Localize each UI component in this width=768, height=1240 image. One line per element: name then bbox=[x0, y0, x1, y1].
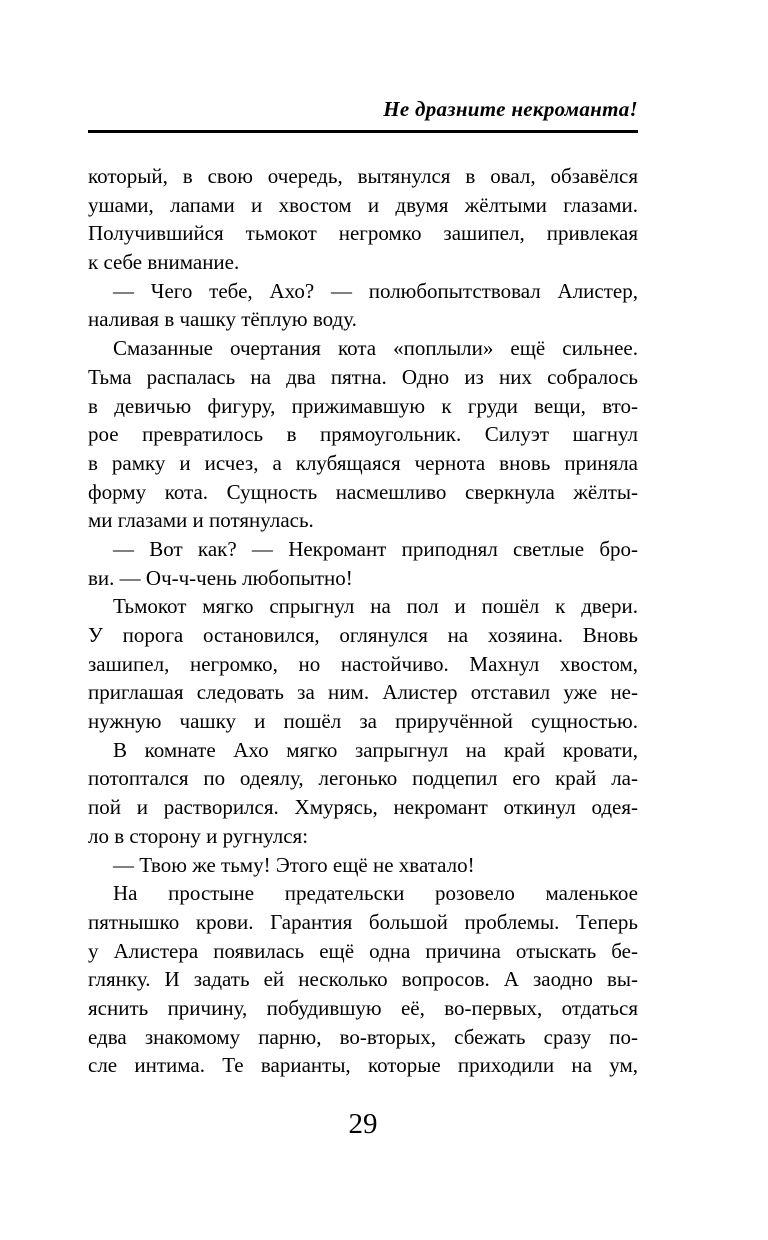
text-line: Получившийся тьмокот негромко зашипел, привлекая bbox=[88, 221, 638, 246]
text-line: в рамку и исчез, а клубящаяся чернота вновь приняла bbox=[88, 450, 638, 475]
page-number: 29 bbox=[348, 1108, 378, 1140]
text-line: В комнате Ахо мягко запрыгнул на край кровати, bbox=[113, 737, 638, 762]
header-rule bbox=[88, 130, 638, 133]
text-line: ло в сторону и ругнулся: bbox=[88, 823, 309, 848]
text-line: Тьмокот мягко спрыгнул на пол и пошёл к двери. bbox=[113, 594, 638, 619]
running-title: Не дразните некроманта! bbox=[383, 97, 638, 121]
text-line: пой и растворился. Хмурясь, некромант откинул одея- bbox=[88, 795, 638, 820]
body-text bbox=[88, 162, 638, 1080]
text-line: глянку. И задать ей несколько вопросов. А заодно вы- bbox=[88, 967, 638, 992]
text-line: в девичью фигуру, прижимавшую к груди вещи, вто- bbox=[88, 393, 638, 418]
text-line: ви. — Оч-ч-чень любопытно! bbox=[88, 565, 353, 590]
text-line: рое превратилось в прямоугольник. Силуэт шагнул bbox=[88, 422, 638, 447]
text-line: ушами, лапами и хвостом и двумя жёлтыми глазами. bbox=[88, 192, 638, 217]
text-line: приглашая следовать за ним. Алистер отставил уже не- bbox=[88, 680, 638, 705]
text-line: ми глазами и потянулась. bbox=[88, 508, 314, 533]
running-header bbox=[88, 0, 638, 128]
text-line: — Твою же тьму! Этого ещё не хватало! bbox=[113, 852, 475, 877]
text-line: который, в свою очередь, вытянулся в овал, обзавёлся bbox=[88, 164, 638, 188]
text-line: нужную чашку и пошёл за приручённой сущностью. bbox=[88, 709, 638, 734]
text-line: потоптался по одеялу, легонько подцепил его край ла- bbox=[88, 766, 638, 791]
text-line: яснить причину, побудившую её, во-первых, отдаться bbox=[88, 995, 638, 1020]
text-line: Тьма распалась на два пятна. Одно из них собралось bbox=[88, 364, 638, 389]
text-line: к себе внимание. bbox=[88, 250, 240, 275]
text-line: едва знакомому парню, во-вторых, сбежать сразу по- bbox=[88, 1024, 638, 1049]
text-line: сле интима. Те варианты, которые приходили на ум, bbox=[88, 1053, 638, 1078]
text-line: У порога остановился, оглянулся на хозяина. Вновь bbox=[88, 623, 638, 647]
text-line: На простыне предательски розовело маленькое bbox=[113, 881, 638, 906]
text-line: — Вот как? — Некромант приподнял светлые бро- bbox=[113, 536, 638, 561]
text-line: Смазанные очертания кота «поплыли» ещё сильнее. bbox=[113, 336, 638, 361]
text-line: пятнышко крови. Гарантия большой проблемы. Теперь bbox=[88, 909, 638, 934]
text-line: наливая в чашку тёплую воду. bbox=[88, 307, 357, 332]
text-line: — Чего тебе, Ахо? — полюбопытствовал Алистер, bbox=[113, 278, 638, 303]
text-line: зашипел, негромко, но настойчиво. Махнул хвостом, bbox=[88, 651, 638, 676]
text-line: форму кота. Сущность насмешливо сверкнула жёлты- bbox=[88, 479, 638, 504]
text-line: у Алистера появилась ещё одна причина отыскать бе- bbox=[88, 938, 638, 963]
